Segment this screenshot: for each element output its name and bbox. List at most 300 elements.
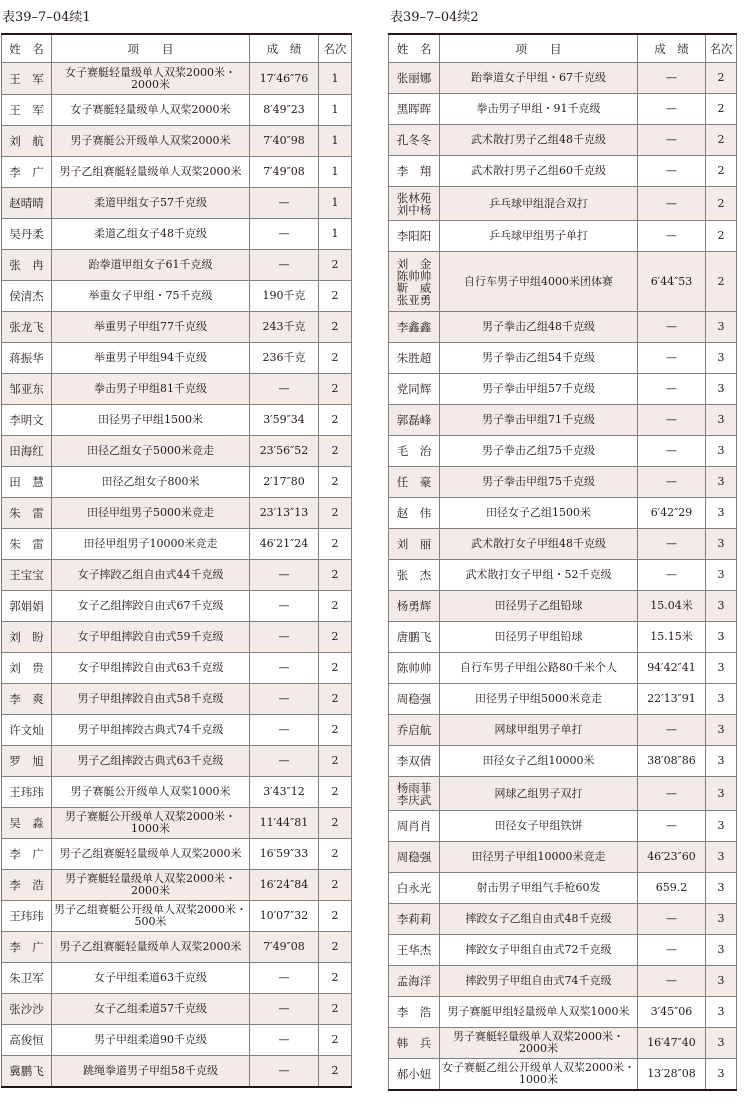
cell-name: 邹亚东: [2, 374, 52, 405]
cell-item: 男子乙组摔跤古典式63千克级: [52, 746, 250, 777]
cell-score: 16′59″33: [250, 839, 319, 870]
table-row: [389, 221, 737, 252]
cell-name: 李 浩: [2, 870, 52, 901]
cell-item: 举重男子甲组94千克级: [52, 343, 250, 374]
table-row: [2, 746, 352, 777]
table-row: [2, 219, 352, 250]
table-row: [2, 436, 352, 467]
cell-score: —: [250, 591, 319, 622]
cell-item: 男子甲组摔跤古典式74千克级: [52, 715, 250, 746]
results-table-left: [1, 33, 352, 1088]
cell-item: 男子赛艇公开级单人双桨1000米: [52, 777, 250, 808]
cell-rank: 2: [319, 870, 352, 901]
cell-item: 武术散打女子甲组48千克级: [440, 529, 638, 560]
cell-score: 7′49″08: [250, 157, 319, 188]
cell-rank: 2: [319, 622, 352, 653]
table-row: [389, 904, 737, 935]
table-row: [2, 188, 352, 219]
cell-name: 张沙沙: [2, 994, 52, 1025]
cell-rank: 2: [319, 963, 352, 994]
cell-score: —: [638, 63, 706, 94]
cell-item: 女子乙组摔跤自由式67千克级: [52, 591, 250, 622]
cell-item: 男子拳击乙组48千克级: [440, 312, 638, 343]
cell-rank: 3: [706, 622, 737, 653]
cell-rank: 1: [319, 126, 352, 157]
header-item: 项 目: [52, 34, 250, 63]
cell-score: —: [638, 935, 706, 966]
table-row: [2, 901, 352, 932]
cell-item: 田径女子乙组10000米: [440, 746, 638, 777]
table-row: [389, 529, 737, 560]
cell-name: 刘 贵: [2, 653, 52, 684]
cell-name: 韩 兵: [389, 1028, 440, 1059]
cell-rank: 3: [706, 1059, 737, 1090]
cell-score: —: [638, 529, 706, 560]
cell-item: 自行车男子甲组公路80千米个人: [440, 653, 638, 684]
cell-score: —: [250, 1025, 319, 1056]
cell-name: 孔冬冬: [389, 125, 440, 156]
cell-name: 高俊恒: [2, 1025, 52, 1056]
cell-rank: 1: [319, 157, 352, 188]
cell-rank: 1: [319, 63, 352, 95]
cell-score: —: [250, 994, 319, 1025]
cell-score: —: [638, 187, 706, 221]
table-row: [2, 498, 352, 529]
cell-name: 吴 淼: [2, 808, 52, 839]
cell-name: 乔启航: [389, 715, 440, 746]
table-row: [389, 966, 737, 997]
cell-item: 乒乓球甲组混合双打: [440, 187, 638, 221]
table-header-row: [389, 34, 737, 63]
cell-item: 武术散打男子乙组60千克级: [440, 156, 638, 187]
cell-name: 朱胜超: [389, 343, 440, 374]
cell-item: 田径甲组男子10000米竞走: [52, 529, 250, 560]
cell-item: 武术散打男子乙组48千克级: [440, 125, 638, 156]
cell-rank: 3: [706, 904, 737, 935]
cell-rank: 2: [706, 94, 737, 125]
cell-name: 任 豪: [389, 467, 440, 498]
cell-item: 田径乙组女子5000米竞走: [52, 436, 250, 467]
header-rank: 名次: [706, 34, 737, 63]
cell-rank: 3: [706, 312, 737, 343]
table-row: [2, 529, 352, 560]
cell-name: 赵晴晴: [2, 188, 52, 219]
cell-item: 跳绳拳道男子甲组58千克级: [52, 1056, 250, 1087]
table-row: [2, 839, 352, 870]
table-row: [2, 95, 352, 126]
cell-item: 乒乓球甲组男子单打: [440, 221, 638, 252]
table-row: [389, 467, 737, 498]
cell-name: 赵 伟: [389, 498, 440, 529]
table-row: [389, 94, 737, 125]
cell-rank: 2: [319, 436, 352, 467]
cell-name: 毛 治: [389, 436, 440, 467]
table-row: [2, 994, 352, 1025]
table-row: [389, 374, 737, 405]
cell-item: 男子赛艇公开级单人双桨2000米・1000米: [52, 808, 250, 839]
cell-rank: 2: [319, 591, 352, 622]
table-row: [2, 343, 352, 374]
cell-rank: 2: [319, 405, 352, 436]
cell-score: —: [638, 405, 706, 436]
cell-score: 2′17″80: [250, 467, 319, 498]
cell-rank: 3: [706, 777, 737, 811]
cell-score: —: [638, 94, 706, 125]
cell-item: 男子拳击甲组75千克级: [440, 467, 638, 498]
cell-name: 李 爽: [2, 684, 52, 715]
cell-item: 柔道乙组女子48千克级: [52, 219, 250, 250]
cell-rank: 2: [319, 312, 352, 343]
cell-name: 刘 航: [2, 126, 52, 157]
cell-score: —: [638, 374, 706, 405]
header-score: 成 绩: [250, 34, 319, 63]
table-row: [2, 622, 352, 653]
cell-rank: 2: [319, 374, 352, 405]
cell-rank: 1: [319, 219, 352, 250]
table-row: [2, 963, 352, 994]
header-item: 项 目: [440, 34, 638, 63]
table-row: [389, 591, 737, 622]
table-row: [2, 1025, 352, 1056]
cell-item: 男子甲组柔道90千克级: [52, 1025, 250, 1056]
cell-rank: 2: [319, 808, 352, 839]
table-title-left: 表39–7–04续1: [2, 10, 91, 25]
table-row: [389, 405, 737, 436]
cell-rank: 2: [319, 994, 352, 1025]
cell-name: 孟海洋: [389, 966, 440, 997]
cell-item: 男子乙组赛艇公开级单人双桨2000米・500米: [52, 901, 250, 932]
cell-score: —: [638, 436, 706, 467]
cell-rank: 3: [706, 467, 737, 498]
cell-item: 男子赛艇公开级单人双桨2000米: [52, 126, 250, 157]
cell-score: 3′43″12: [250, 777, 319, 808]
cell-name: 杨雨菲 李庆武: [389, 777, 440, 811]
cell-item: 男子乙组赛艇轻量级单人双桨2000米: [52, 157, 250, 188]
cell-name: 李 翔: [389, 156, 440, 187]
table-row: [389, 653, 737, 684]
cell-rank: 2: [319, 529, 352, 560]
cell-rank: 3: [706, 811, 737, 842]
cell-rank: 3: [706, 935, 737, 966]
table-row: [389, 997, 737, 1028]
table-row: [2, 684, 352, 715]
table-row: [389, 842, 737, 873]
cell-score: —: [250, 250, 319, 281]
cell-rank: 2: [706, 187, 737, 221]
cell-name: 张 杰: [389, 560, 440, 591]
cell-rank: 3: [706, 873, 737, 904]
cell-rank: 3: [706, 746, 737, 777]
cell-item: 武术散打女子甲组・52千克级: [440, 560, 638, 591]
cell-item: 自行车男子甲组4000米团体赛: [440, 252, 638, 312]
cell-item: 田径女子乙组1500米: [440, 498, 638, 529]
cell-name: 王 军: [2, 63, 52, 95]
table-row: [2, 250, 352, 281]
cell-score: 659.2: [638, 873, 706, 904]
cell-rank: 2: [319, 560, 352, 591]
cell-item: 举重男子甲组77千克级: [52, 312, 250, 343]
cell-rank: 2: [319, 901, 352, 932]
cell-item: 男子赛艇轻量级单人双桨2000米・2000米: [52, 870, 250, 901]
cell-name: 杨勇辉: [389, 591, 440, 622]
table-title-right: 表39–7–04续2: [390, 10, 479, 25]
header-rank: 名次: [319, 34, 352, 63]
cell-score: 3′59″34: [250, 405, 319, 436]
cell-score: —: [638, 125, 706, 156]
cell-name: 黑晖晖: [389, 94, 440, 125]
cell-name: 李鑫鑫: [389, 312, 440, 343]
cell-rank: 3: [706, 653, 737, 684]
cell-item: 摔跤男子甲组自由式74千克级: [440, 966, 638, 997]
cell-name: 王玮玮: [2, 777, 52, 808]
cell-name: 许文灿: [2, 715, 52, 746]
cell-name: 朱卫军: [2, 963, 52, 994]
table-header-row: [2, 34, 352, 63]
cell-rank: 2: [319, 1025, 352, 1056]
cell-rank: 2: [706, 156, 737, 187]
table-row: [2, 1056, 352, 1087]
cell-score: 46′21″24: [250, 529, 319, 560]
cell-rank: 3: [706, 374, 737, 405]
cell-item: 女子摔跤乙组自由式44千克级: [52, 560, 250, 591]
table-row: [389, 252, 737, 312]
cell-item: 网球甲组男子单打: [440, 715, 638, 746]
cell-score: 190千克: [250, 281, 319, 312]
cell-score: —: [638, 221, 706, 252]
cell-name: 冀鹏飞: [2, 1056, 52, 1087]
cell-name: 周稳强: [389, 842, 440, 873]
header-score: 成 绩: [638, 34, 706, 63]
cell-name: 刘 盼: [2, 622, 52, 653]
cell-name: 刘 金 陈帅帅 靳 威 张亚勇: [389, 252, 440, 312]
cell-item: 田径男子甲组10000米竞走: [440, 842, 638, 873]
cell-score: —: [250, 684, 319, 715]
cell-score: —: [250, 653, 319, 684]
table-row: [2, 63, 352, 95]
cell-score: 11′44″81: [250, 808, 319, 839]
table-row: [389, 1059, 737, 1090]
cell-item: 摔跤女子乙组自由式48千克级: [440, 904, 638, 935]
cell-rank: 2: [319, 498, 352, 529]
table-row: [2, 808, 352, 839]
table-row: [2, 405, 352, 436]
cell-rank: 2: [319, 839, 352, 870]
cell-rank: 2: [319, 250, 352, 281]
cell-item: 女子赛艇乙组公开级单人双桨2000米・1000米: [440, 1059, 638, 1090]
cell-name: 李双倩: [389, 746, 440, 777]
cell-item: 女子赛艇轻量级单人双桨2000米・2000米: [52, 63, 250, 95]
cell-item: 田径男子甲组1500米: [52, 405, 250, 436]
cell-rank: 2: [706, 252, 737, 312]
cell-rank: 3: [706, 436, 737, 467]
cell-rank: 3: [706, 997, 737, 1028]
cell-name: 唐鹏飞: [389, 622, 440, 653]
table-row: [389, 684, 737, 715]
cell-rank: 1: [319, 188, 352, 219]
cell-score: —: [638, 966, 706, 997]
cell-name: 王 军: [2, 95, 52, 126]
cell-name: 郭磊峰: [389, 405, 440, 436]
cell-name: 朱 雷: [2, 498, 52, 529]
cell-score: 38′08″86: [638, 746, 706, 777]
header-name: 姓 名: [2, 34, 52, 63]
cell-score: 23′56″52: [250, 436, 319, 467]
table-row: [389, 873, 737, 904]
cell-score: 17′46″76: [250, 63, 319, 95]
cell-item: 男子拳击甲组71千克级: [440, 405, 638, 436]
cell-rank: 3: [706, 842, 737, 873]
cell-name: 李莉莉: [389, 904, 440, 935]
cell-score: 236千克: [250, 343, 319, 374]
table-row: [389, 187, 737, 221]
cell-score: 7′49″08: [250, 932, 319, 963]
cell-score: —: [250, 188, 319, 219]
table-row: [389, 156, 737, 187]
cell-score: 6′44″53: [638, 252, 706, 312]
cell-score: —: [250, 374, 319, 405]
cell-rank: 3: [706, 529, 737, 560]
cell-score: —: [638, 467, 706, 498]
cell-item: 男子乙组赛艇轻量级单人双桨2000米: [52, 839, 250, 870]
header-name: 姓 名: [389, 34, 440, 63]
cell-score: 3′45″06: [638, 997, 706, 1028]
cell-name: 张 冉: [2, 250, 52, 281]
cell-item: 女子甲组摔跤自由式63千克级: [52, 653, 250, 684]
cell-item: 女子甲组柔道63千克级: [52, 963, 250, 994]
cell-item: 男子甲组摔跤自由式58千克级: [52, 684, 250, 715]
cell-name: 李阳阳: [389, 221, 440, 252]
cell-name: 白永光: [389, 873, 440, 904]
cell-name: 王宝宝: [2, 560, 52, 591]
table-row: [389, 811, 737, 842]
cell-item: 田径男子甲组铅球: [440, 622, 638, 653]
cell-rank: 3: [706, 498, 737, 529]
cell-name: 王玮玮: [2, 901, 52, 932]
cell-name: 李 广: [2, 157, 52, 188]
cell-rank: 2: [319, 777, 352, 808]
table-row: [389, 715, 737, 746]
cell-score: 7′40″98: [250, 126, 319, 157]
cell-score: —: [250, 219, 319, 250]
cell-name: 罗 旭: [2, 746, 52, 777]
cell-score: —: [638, 156, 706, 187]
cell-score: —: [638, 312, 706, 343]
cell-item: 摔跤女子甲组自由式72千克级: [440, 935, 638, 966]
cell-item: 举重女子甲组・75千克级: [52, 281, 250, 312]
cell-rank: 3: [706, 405, 737, 436]
cell-item: 田径甲组男子5000米竞走: [52, 498, 250, 529]
cell-rank: 2: [319, 932, 352, 963]
cell-name: 张龙飞: [2, 312, 52, 343]
cell-score: 46′23″60: [638, 842, 706, 873]
cell-item: 柔道甲组女子57千克级: [52, 188, 250, 219]
cell-rank: 3: [706, 684, 737, 715]
cell-name: 党同辉: [389, 374, 440, 405]
cell-score: 22′13″91: [638, 684, 706, 715]
cell-rank: 2: [706, 221, 737, 252]
table-row: [2, 653, 352, 684]
cell-name: 郝小妞: [389, 1059, 440, 1090]
table-row: [2, 157, 352, 188]
table-row: [389, 125, 737, 156]
cell-rank: 3: [706, 343, 737, 374]
table-body-right: [389, 63, 737, 1090]
cell-item: 男子拳击乙组54千克级: [440, 343, 638, 374]
cell-item: 男子赛艇轻量级单人双桨2000米・2000米: [440, 1028, 638, 1059]
table-row: [389, 560, 737, 591]
cell-score: —: [250, 715, 319, 746]
cell-item: 田径乙组女子800米: [52, 467, 250, 498]
cell-name: 朱 雷: [2, 529, 52, 560]
cell-score: 10′07″32: [250, 901, 319, 932]
cell-name: 张林苑 刘中杨: [389, 187, 440, 221]
table-row: [2, 126, 352, 157]
cell-name: 吴丹柔: [2, 219, 52, 250]
cell-score: —: [638, 343, 706, 374]
table-body-left: [2, 63, 352, 1087]
table-row: [2, 591, 352, 622]
cell-score: —: [638, 777, 706, 811]
cell-item: 田径女子甲组铁饼: [440, 811, 638, 842]
table-row: [2, 560, 352, 591]
cell-name: 李 广: [2, 839, 52, 870]
cell-item: 女子赛艇轻量级单人双桨2000米: [52, 95, 250, 126]
table-row: [389, 622, 737, 653]
cell-score: —: [638, 715, 706, 746]
cell-score: 15.04米: [638, 591, 706, 622]
table-row: [2, 281, 352, 312]
cell-rank: 2: [319, 746, 352, 777]
cell-rank: 2: [319, 653, 352, 684]
cell-name: 李 广: [2, 932, 52, 963]
cell-name: 陈帅帅: [389, 653, 440, 684]
table-row: [389, 935, 737, 966]
cell-item: 射击男子甲组气手枪60发: [440, 873, 638, 904]
table-row: [2, 932, 352, 963]
cell-rank: 2: [319, 467, 352, 498]
cell-item: 男子赛艇甲组轻量级单人双桨1000米: [440, 997, 638, 1028]
cell-rank: 1: [319, 95, 352, 126]
cell-rank: 3: [706, 591, 737, 622]
cell-item: 男子拳击乙组75千克级: [440, 436, 638, 467]
cell-name: 李明文: [2, 405, 52, 436]
cell-rank: 2: [706, 63, 737, 94]
table-row: [389, 343, 737, 374]
cell-rank: 2: [319, 715, 352, 746]
cell-score: 15.15米: [638, 622, 706, 653]
cell-item: 网球乙组男子双打: [440, 777, 638, 811]
cell-score: —: [250, 1056, 319, 1087]
cell-name: 郭娟娟: [2, 591, 52, 622]
cell-score: 13′28″08: [638, 1059, 706, 1090]
cell-score: —: [250, 622, 319, 653]
cell-item: 田径男子甲组5000米竞走: [440, 684, 638, 715]
cell-item: 女子甲组摔跤自由式59千克级: [52, 622, 250, 653]
cell-name: 田海红: [2, 436, 52, 467]
cell-score: 16′47″40: [638, 1028, 706, 1059]
cell-rank: 2: [319, 1056, 352, 1087]
cell-score: 23′13″13: [250, 498, 319, 529]
table-row: [2, 374, 352, 405]
table-row: [389, 777, 737, 811]
cell-rank: 2: [319, 684, 352, 715]
table-row: [2, 312, 352, 343]
cell-rank: 3: [706, 715, 737, 746]
cell-score: —: [250, 746, 319, 777]
cell-rank: 3: [706, 560, 737, 591]
cell-name: 侯清杰: [2, 281, 52, 312]
cell-score: —: [250, 560, 319, 591]
